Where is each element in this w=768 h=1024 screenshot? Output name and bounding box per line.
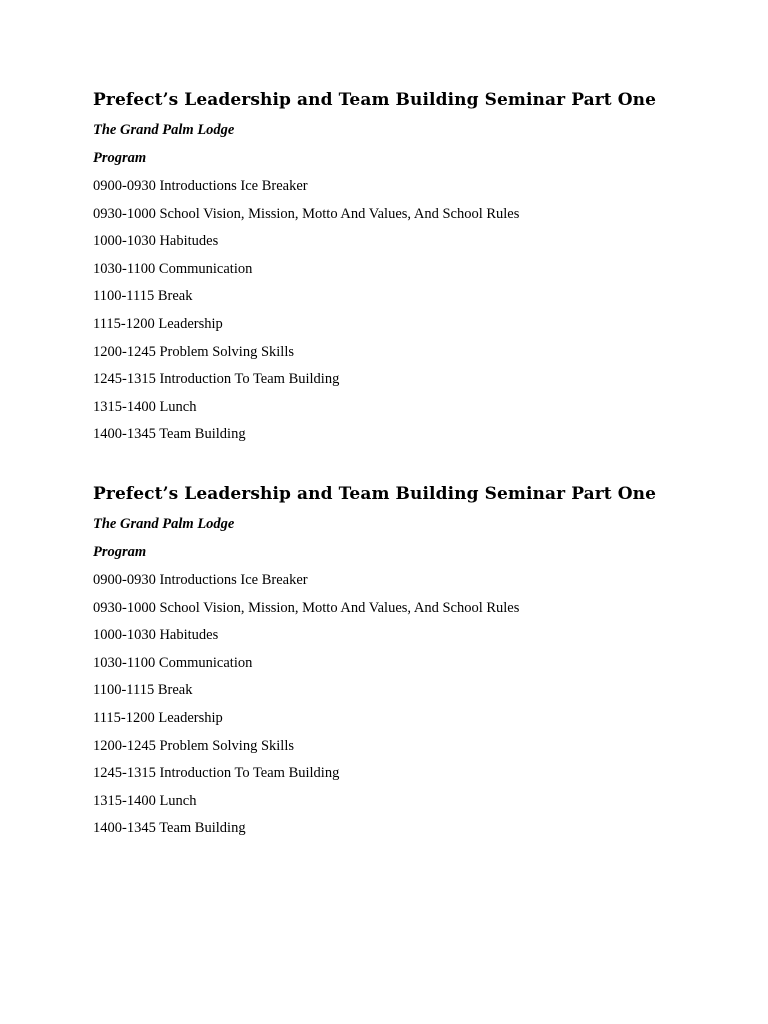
- schedule-item: 1000-1030 Habitudes: [93, 233, 219, 250]
- schedule-item: 0930-1000 School Vision, Mission, Motto And Values, And School Rules: [93, 205, 520, 222]
- schedule-item: 1315-1400 Lunch: [93, 792, 197, 809]
- schedule-item: 1315-1400 Lunch: [93, 398, 197, 415]
- program-heading: Program: [93, 150, 147, 166]
- seminar-title: Prefect’s Leadership and Team Building Seminar Part One: [93, 484, 657, 504]
- schedule-item: 1200-1245 Problem Solving Skills: [93, 737, 295, 754]
- venue-name: The Grand Palm Lodge: [93, 516, 235, 532]
- schedule-item: 1100-1115 Break: [93, 682, 193, 699]
- schedule-list: [93, 570, 733, 838]
- schedule-item: 1400-1345 Team Building: [93, 426, 246, 443]
- seminar-title: Prefect’s Leadership and Team Building Seminar Part One: [93, 90, 657, 110]
- program-heading: Program: [93, 544, 147, 560]
- schedule-item: 1245-1315 Introduction To Team Building: [93, 371, 340, 388]
- seminar-section: [93, 88, 733, 452]
- schedule-item: 0930-1000 School Vision, Mission, Motto And Values, And School Rules: [93, 599, 520, 616]
- schedule-item: 0900-0930 Introductions Ice Breaker: [93, 178, 308, 194]
- schedule-item: 1115-1200 Leadership: [93, 709, 223, 726]
- schedule-item: 1030-1100 Communication: [93, 260, 253, 277]
- schedule-item: 1245-1315 Introduction To Team Building: [93, 765, 340, 782]
- schedule-item: 0900-0930 Introductions Ice Breaker: [93, 572, 308, 588]
- schedule-item: 1100-1115 Break: [93, 288, 193, 305]
- schedule-item: 1400-1345 Team Building: [93, 820, 246, 837]
- schedule-item: 1030-1100 Communication: [93, 654, 253, 671]
- schedule-item: 1200-1245 Problem Solving Skills: [93, 343, 295, 360]
- schedule-list: [93, 176, 733, 444]
- schedule-item: 1115-1200 Leadership: [93, 315, 223, 332]
- venue-name: The Grand Palm Lodge: [93, 122, 235, 138]
- schedule-item: 1000-1030 Habitudes: [93, 627, 219, 644]
- seminar-section: [93, 482, 733, 846]
